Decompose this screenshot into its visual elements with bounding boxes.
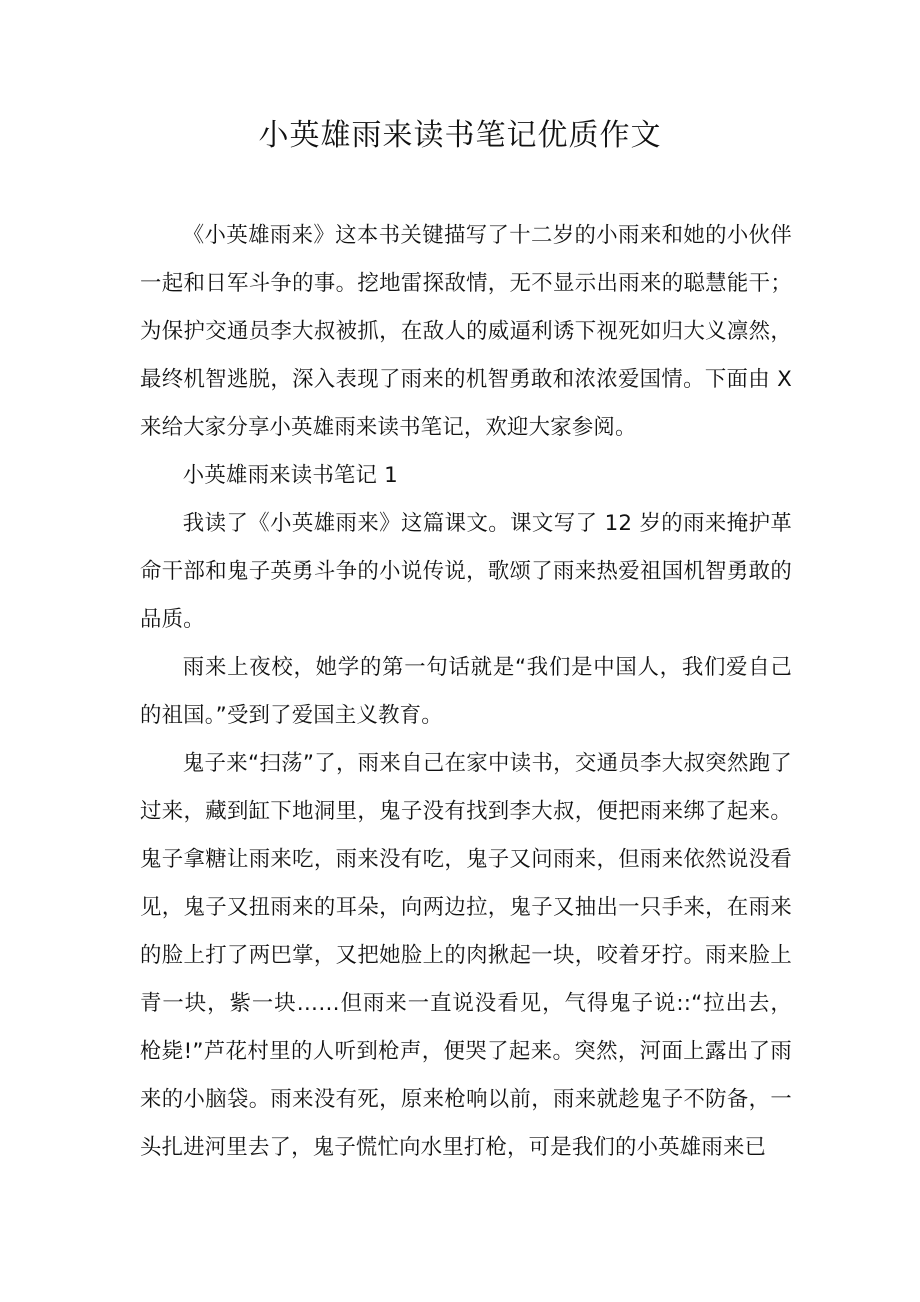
section-heading: 小英雄雨来读书笔记 1 bbox=[182, 463, 398, 488]
document-title: 小英雄雨来读书笔记优质作文 bbox=[258, 118, 662, 153]
body-paragraph: 鬼子来“扫荡”了，雨来自己在家中读书，交通员李大叔突然跑了过来，藏到缸下地洞里，鬼子没有找到李大叔，便把雨来绑了起来。鬼子拿糖让雨来吃，雨来没有吃，鬼子又问雨来，但雨来依然说没看见，鬼子又扭雨来的耳朵，向两边拉，鬼子又抽出一只手来，在雨来的脸上打了两巴掌，又把她脸上的肉揪起一块，咬着牙拧。雨来脸上青一块，紫一块……但雨来一直说没看见，气得鬼子说::“拉出去，枪毙!”芦花村里的人听到枪声，便哭了起来。突然，河面上露出了雨来的小脑袋。雨来没有死，原来枪响以前，雨来就趁鬼子不防备，一头扎进河里去了，鬼子慌忙向水里打枪，可是我们的小英雄雨来已 bbox=[140, 751, 792, 1160]
body-paragraph: 雨来上夜校，她学的第一句话就是“我们是中国人，我们爱自己的祖国。”受到了爱国主义教育。 bbox=[140, 655, 792, 728]
intro-paragraph: 《小英雄雨来》这本书关键描写了十二岁的小雨来和她的小伙伴一起和日军斗争的事。挖地雷探敌情，无不显示出雨来的聪慧能干；为保护交通员李大叔被抓，在敌人的威逼利诱下视死如归大义凛然，最终机智逃脱，深入表现了雨来的机智勇敢和浓浓爱国情。下面由 X 来给大家分享小英雄雨来读书笔记，欢迎大家参阅。 bbox=[140, 223, 792, 440]
body-paragraph: 我读了《小英雄雨来》这篇课文。课文写了 12 岁的雨来掩护革命干部和鬼子英勇斗争的小说传说，歌颂了雨来热爱祖国机智勇敢的品质。 bbox=[140, 511, 792, 632]
document-body bbox=[140, 212, 792, 1172]
